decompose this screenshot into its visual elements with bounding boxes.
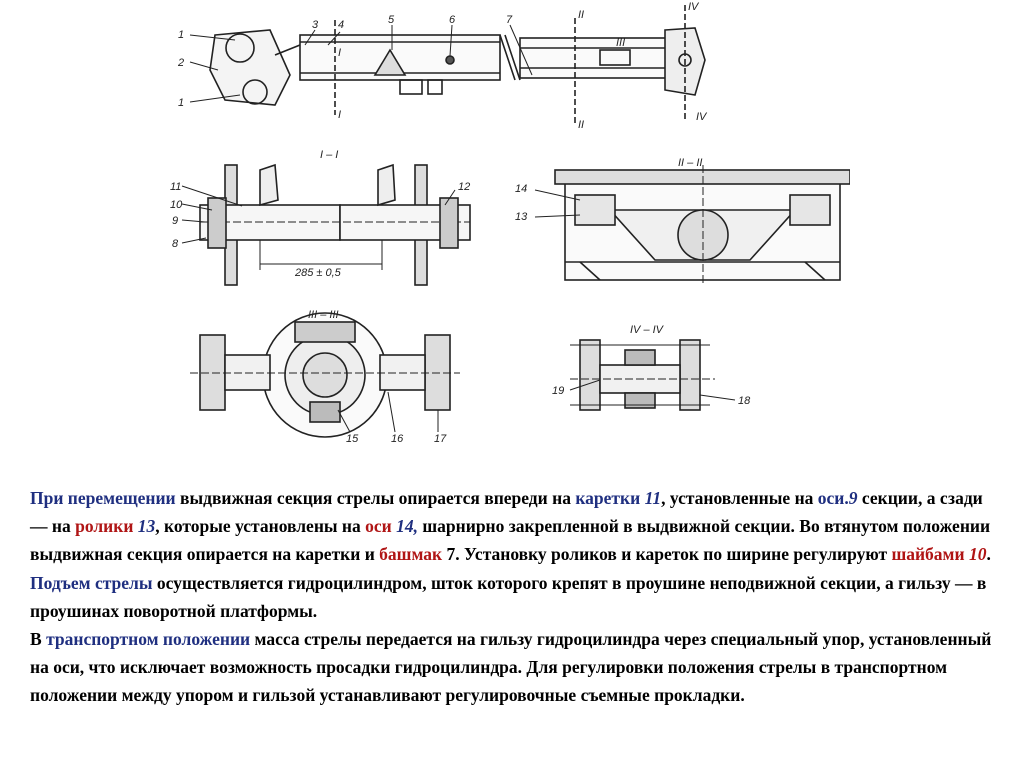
p1-segment: . <box>986 544 991 565</box>
p1-segment: , установленные на <box>661 488 818 508</box>
p1-segment: шарнирно закрепленной в выдвижной секции. Во втянутом положении выдвижная секция опирается на каретки и <box>30 516 991 565</box>
label-15: 15 <box>346 433 359 445</box>
p1-segment: секции, а сзади — на <box>30 488 983 537</box>
paragraph-1 <box>30 484 995 625</box>
label-14: 14 <box>515 183 528 195</box>
p1-segment: оси <box>365 516 392 537</box>
label-sec-III: III <box>616 37 626 49</box>
section-II-title: II – II <box>678 157 703 169</box>
p1-segment: 10 <box>968 544 987 565</box>
paragraph-2 <box>30 625 995 710</box>
label-sec-II: II <box>578 9 585 21</box>
label-10: 10 <box>170 199 183 211</box>
p1-segment: оси. <box>817 488 849 508</box>
boom-side-view <box>190 5 705 125</box>
technical-drawing <box>160 0 850 445</box>
label-8: 8 <box>172 238 179 250</box>
label-6: 6 <box>449 14 456 26</box>
p1-segment: ролики <box>75 516 134 537</box>
label-11: 11 <box>170 181 182 193</box>
p1-segment: 13 <box>137 516 156 537</box>
section-I-title: I – I <box>320 149 339 161</box>
p2-segment: транспортном положении <box>46 629 251 650</box>
label-sec-I-b: I <box>338 109 342 121</box>
label-3: 3 <box>312 19 319 31</box>
label-12: 12 <box>458 181 471 193</box>
label-sec-IV-b: IV <box>696 111 707 123</box>
section-IV-title: IV – IV <box>630 324 664 336</box>
p1-segment: башмак <box>379 544 443 565</box>
label-4: 4 <box>338 19 345 31</box>
p1-segment: осуществляется гидроцилиндром, шток которого крепят в проушине неподвижной секции, а гильзу — в проушинах поворотной платформы. <box>30 572 987 621</box>
description-text <box>30 484 995 710</box>
p1-segment: Подъем стрелы <box>30 572 153 593</box>
p2-segment: масса стрелы передается на гильзу гидроцилиндра через специальный упор, установленный на оси, что исключает возможность просадки гидроцилиндра. Для регулировки положения стрелы в транспортном положении между упором и гильзой устанавливают регулировочные съемные прокладки. <box>30 629 992 706</box>
p1-segment: 11 <box>644 488 662 508</box>
label-17: 17 <box>434 433 447 445</box>
section-III-title: III – III <box>308 309 339 321</box>
p1-segment: При перемещении <box>30 488 176 508</box>
section-II-II <box>535 165 850 285</box>
section-III-III <box>190 313 460 437</box>
label-1a: 1 <box>178 29 185 41</box>
label-19: 19 <box>552 385 565 397</box>
section-IV-IV <box>570 340 735 410</box>
p1-segment: 14, <box>396 516 419 537</box>
label-9: 9 <box>172 215 179 227</box>
p1-segment: выдвижная секция стрелы опирается впереди на <box>175 488 576 508</box>
p2-segment: В <box>30 629 47 650</box>
label-18: 18 <box>738 395 751 407</box>
label-sec-II-b: II <box>578 119 585 131</box>
label-1b: 1 <box>178 97 185 109</box>
label-7: 7 <box>506 14 513 26</box>
p1-segment: шайбами <box>891 544 965 565</box>
label-sec-IV: IV <box>688 1 699 13</box>
dimension-285: 285 ± 0,5 <box>295 267 341 279</box>
p1-segment: каретки <box>575 488 641 508</box>
label-sec-I: I <box>338 47 342 59</box>
p1-segment: 9 <box>848 488 858 508</box>
p1-segment: , которые установлены на <box>155 516 366 537</box>
p1-segment: 7. Установку роликов и кареток по ширине регулируют <box>442 544 892 565</box>
label-5: 5 <box>388 14 395 26</box>
label-16: 16 <box>391 433 404 445</box>
label-13: 13 <box>515 211 528 223</box>
label-2: 2 <box>178 57 185 69</box>
